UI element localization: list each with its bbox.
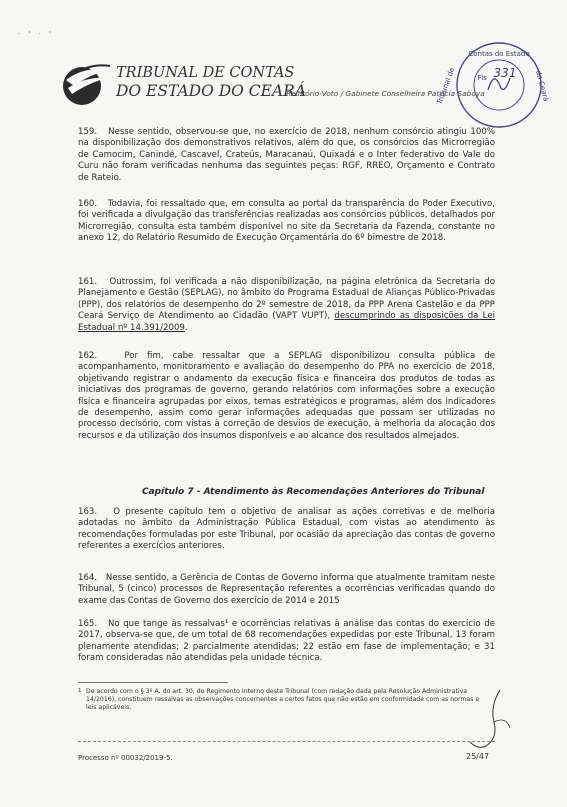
paragraph-number: 161. <box>78 277 98 287</box>
footnote-divider <box>78 682 228 683</box>
stamp-top-text: Contas do Estado <box>468 50 530 58</box>
chapter-heading: Capítulo 7 - Atendimento às Recomendações Anteriores do Tribunal <box>142 487 485 497</box>
paragraph-tail: . <box>184 322 188 333</box>
paragraph-text: Todavia, foi ressaltado que, em consulta ao portal da transparência do Poder Executivo, foi verificada a divulgação das transferências realizadas aos consórcios públicos, detalhados por Microrregião, consulta esta também disponível no site da Secretaria da Fazenda, constante no anexo 12, do Relatório Resumido de Execução Orçamentária do 6º bimestre de 2018. <box>78 199 495 244</box>
paragraph-number: 162. <box>78 351 98 361</box>
underlined-legal-reference: descumprindo as disposições da Lei Estadual nº 14.391/2009 <box>78 311 495 333</box>
page-number: 25/47 <box>466 752 490 761</box>
paragraph-text: Nesse sentido, observou-se que, no exercício de 2018, nenhum consórcio atingiu 100% na disponibilização dos demonstrativos relativos, além do que, os consórcios das Microrregião de Camocim, Canindé, Cascavel, Crateús, Maracanaú, Quixadá e o Inter federativo do Vale do Curu não foram verificadas nenhuma das seguintes peças: RGF, RREO, Orçamento e Contrato de Rateio. <box>78 127 496 183</box>
stamp-right-text: do Ceará <box>534 69 550 103</box>
paragraph-162 <box>78 351 495 442</box>
organization-name <box>116 65 306 101</box>
report-subtitle: Relatório-Voto / Gabinete Conselheira Patrícia Saboya <box>286 89 485 98</box>
paragraph-159 <box>78 127 495 184</box>
paragraph-number: 163. <box>78 507 98 517</box>
paragraph-number: 160. <box>78 199 98 209</box>
paragraph-163 <box>78 507 495 553</box>
page-stamp <box>435 38 550 132</box>
org-line1: TRIBUNAL DE CONTAS <box>116 65 295 81</box>
paragraph-160 <box>78 199 495 245</box>
paragraph-161 <box>78 277 495 334</box>
paragraph-164 <box>78 573 495 607</box>
paragraph-text: Outrossim, foi verificada a não disponibilização, na página eletrônica da Secretaria do Planejamento e Gestão (SEPLAG), no âmbito do Programa Estadual de Alianças Público-Privadas (PPP), dos relatórios de desempenho do 2º semestre de 2018, da PPP Arena Castelão e da PPP Ceará Serviço de Atendimento ao Cidadão (VAPT VUPT), <box>78 277 495 322</box>
stamp-fls-label: Fls <box>477 74 487 82</box>
footnote <box>78 688 483 712</box>
process-number: Processo nº 00032/2019-5. <box>78 754 173 762</box>
stamp-fls-value: 331 <box>493 66 517 80</box>
stamp-left-text: Tribunal de <box>435 66 457 106</box>
paragraph-number: 164. <box>78 573 98 583</box>
paragraph-number: 165. <box>78 619 98 629</box>
paragraph-text: No que tange às ressalvas¹ e ocorrências relativas à análise das contas do exercício de 2017, observa-se que, de um total de 68 recomendações expedidas por este Tribunal, 13 foram plenamente atendidas; 2 parcialmente atendidas; 22 estão em fase de implementação; e 31 foram consideradas não atendidas pela unidade técnica. <box>78 619 496 664</box>
footnote-text: De acordo com o § 3º A, do art. 30, do Regimento Interno deste Tribunal (com redação dada pela Resolução Administrativa 14/2016), constituem ressalvas as observações concernentes a certos fatos que não estão em conformidade com as normas e leis aplicáveis. <box>86 688 480 711</box>
footer-divider <box>78 741 495 742</box>
scan-artifact: · ' · ' <box>18 30 54 38</box>
paragraph-text: Nesse sentido, a Gerência de Contas de Governo informa que atualmente tramitam neste Tribunal, 5 (cinco) processos de Representação referentes a ocorrências verificadas quando do exame das Contas de Governo dos exercício de 2014 e 2015 <box>78 573 495 606</box>
paragraph-text: Por fim, cabe ressaltar que a SEPLAG disponibilizou consulta pública de acompanhamento, monitoramento e avaliação do desempenho do PPA no exercício de 2018, objetivando registrar o andamento da execução física e financeira dos produtos de todas as iniciativas dos programas de governo, gerando relatórios com informações sobre a execução física e financeira agrupadas por eixos, temas estratégicos e programas, além dos indicadores de desempenho, assim como gerar informações adequadas que possam ser utilizadas no processo decisório, com vistas à correção de desvios de execução, à melhoria da alocação dos recursos e da utilização dos insumos disponíveis e ao alcance dos resultados almejados. <box>78 351 495 441</box>
paragraph-number: 159. <box>78 127 98 137</box>
signature-mark-icon <box>450 686 520 756</box>
org-line2: DO ESTADO DO CEARÁ <box>116 82 307 100</box>
paragraph-text: O presente capítulo tem o objetivo de analisar as ações corretivas e de melhoria adotadas no âmbito da Administração Pública Estadual, com vistas ao atendimento às recomendações formuladas por este Tribunal, por ocasião da apreciação das contas de governo referentes a exercícios anteriores. <box>78 507 495 552</box>
footnote-number: 1 <box>78 688 82 694</box>
tce-logo-icon <box>60 62 112 108</box>
paragraph-165 <box>78 619 495 665</box>
